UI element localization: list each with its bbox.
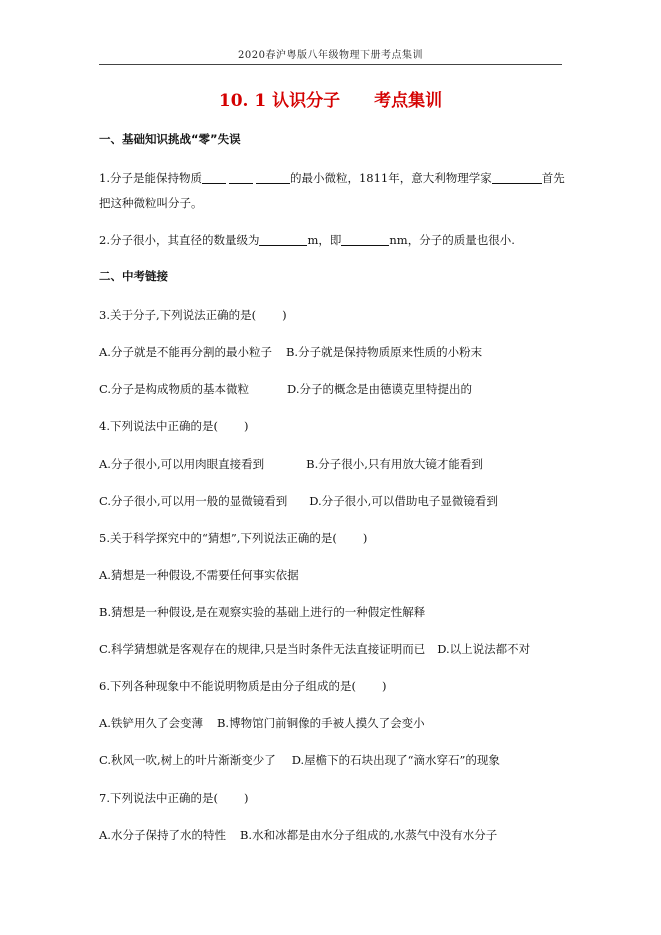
title-subtitle: 考点集训 — [374, 91, 443, 111]
question-5-stem: 5.关于科学探究中的“猜想”,下列说法正确的是( ) — [99, 531, 368, 545]
answer-blank — [259, 233, 307, 246]
question-7-options-ab: A.水分子保持了水的特性 B.水和冰都是由水分子组成的,水蒸气中没有水分子 — [99, 828, 498, 842]
title-lesson: 10. 1 认识分子 — [218, 91, 341, 111]
section-heading-basic: 一、基础知识挑战“零”失误 — [99, 132, 241, 146]
section-heading-exam: 二、中考链接 — [99, 269, 168, 283]
question-3-stem: 3.关于分子,下列说法正确的是( ) — [99, 308, 287, 322]
question-2: 2.分子很小，其直径的数量级为 m，即 nm，分子的质量也很小. — [99, 233, 515, 247]
answer-blank — [202, 171, 226, 184]
question-4-options-cd: C.分子很小,可以用一般的显微镜看到 D.分子很小,可以借助电子显微镜看到 — [99, 494, 498, 508]
question-6-options-cd: C.秋风一吹,树上的叶片渐渐变少了 D.屋檐下的石块出现了“滴水穿石”的现象 — [99, 753, 500, 767]
question-5-options-cd: C.科学猜想就是客观存在的规律,只是当时条件无法直接证明而已 D.以上说法都不对 — [99, 642, 531, 656]
question-3-options-cd: C.分子是构成物质的基本微粒 D.分子的概念是由德谟克里特提出的 — [99, 382, 473, 396]
header-rule — [99, 64, 562, 65]
question-6-options-ab: A.铁铲用久了会变薄 B.博物馆门前铜像的手被人摸久了会变小 — [99, 716, 425, 730]
question-6-stem: 6.下列各种现象中不能说明物质是由分子组成的是( ) — [99, 679, 387, 693]
answer-blank — [256, 171, 290, 184]
question-7-stem: 7.下列说法中正确的是( ) — [99, 791, 249, 805]
question-5-option-a: A.猜想是一种假设,不需要任何事实依据 — [99, 568, 299, 582]
question-4-options-ab: A.分子很小,可以用肉眼直接看到 B.分子很小,只有用放大镜才能看到 — [99, 457, 483, 471]
question-4-stem: 4.下列说法中正确的是( ) — [99, 419, 249, 433]
page-title — [0, 86, 661, 111]
answer-blank — [492, 171, 542, 184]
running-header: 2020春沪粤版八年级物理下册考点集训 — [238, 50, 423, 61]
answer-blank — [229, 171, 253, 184]
question-1-line-2: 把这种微粒叫分子。 — [99, 196, 203, 210]
question-5-option-b: B.猜想是一种假设,是在观察实验的基础上进行的一种假定性解释 — [99, 605, 426, 619]
answer-blank — [341, 233, 389, 246]
question-1-line-1: 1.分子是能保持物质 的最小微粒，1811年，意大利物理学家 首先 — [99, 171, 565, 185]
question-3-options-ab: A.分子就是不能再分割的最小粒子 B.分子就是保持物质原来性质的小粉末 — [99, 345, 483, 359]
